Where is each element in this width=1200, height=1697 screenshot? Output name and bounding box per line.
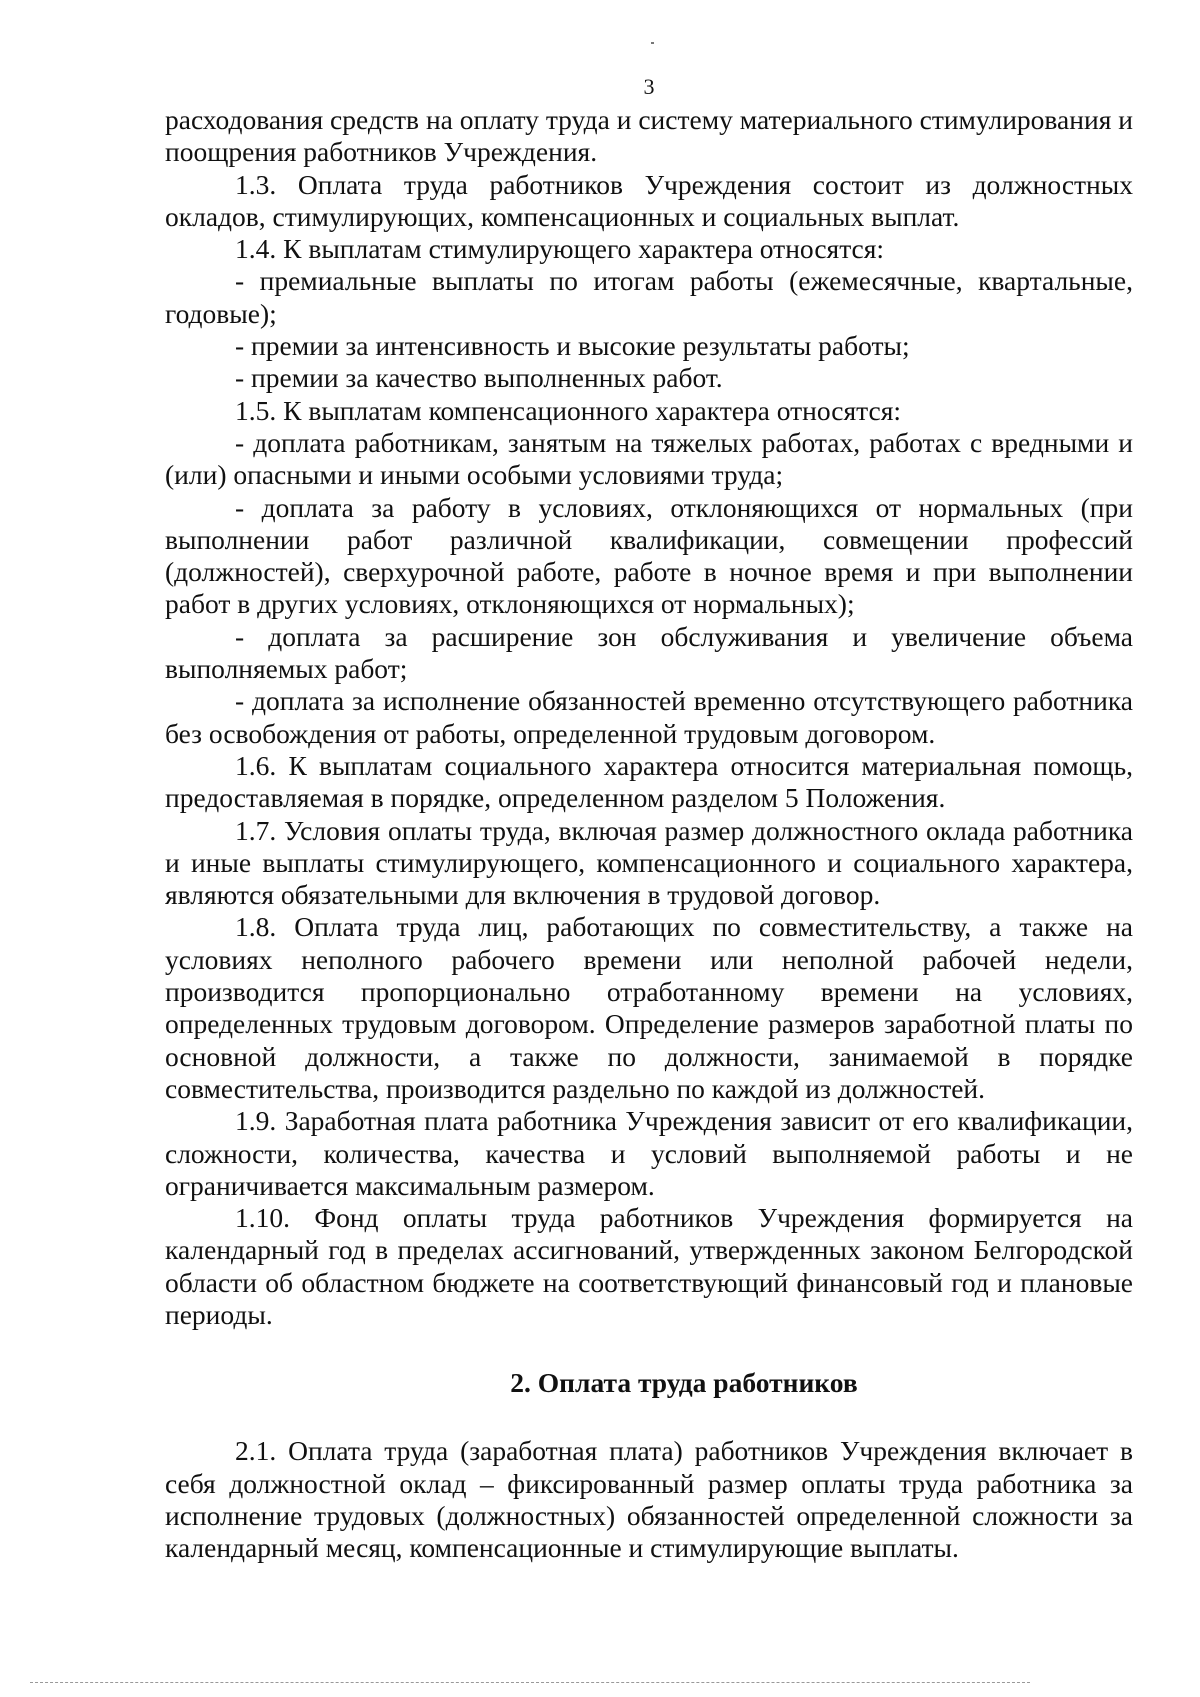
list-item-extended-service-pay: - доплата за расширение зон обслуживания и увеличение объема выполняемых работ; — [165, 620, 1133, 685]
paragraph-1-7: 1.7. Условия оплаты труда, включая размер должностного оклада работника и иные выплаты стимулирующего, компенсационного и социального характера, являются обязательными для включения в трудовой договор. — [165, 814, 1133, 911]
page-number: 3 — [643, 74, 655, 99]
section-2-heading: 2. Оплата труда работников — [510, 1367, 858, 1399]
list-item-bonus-payments: - премиальные выплаты по итогам работы (ежемесячные, квартальные, годовые); — [165, 265, 1133, 329]
list-item-substitution-pay: - доплата за исполнение обязанностей временно отсутствующего работника без освобождения от работы, определенной трудовым договором. — [165, 685, 1133, 749]
paragraph-continuation: расходования средств на оплату труда и систему материального стимулирования и поощрения работников Учреждения. — [165, 104, 1133, 168]
paragraph-1-3: 1.3. Оплата труда работников Учреждения состоит из должностных окладов, стимулирующих, компенсационных и социальных выплат. — [165, 168, 1133, 232]
section-1-text — [165, 104, 1133, 1331]
list-item-intensity-bonus: - премии за интенсивность и высокие результаты работы; — [235, 330, 910, 362]
paragraph-2-1: 2.1. Оплата труда (заработная плата) работников Учреждения включает в себя должностной оклад – фиксированный размер оплаты труда работника за исполнение трудовых (должностных) обязанностей определенной сложности за календарный месяц, компенсационные и стимулирующие выплаты. — [165, 1435, 1133, 1564]
scan-speck — [651, 42, 654, 44]
document-page — [165, 72, 1133, 1564]
scan-edge-line — [30, 1682, 1030, 1683]
paragraph-1-8: 1.8. Оплата труда лиц, работающих по совместительству, а также на условиях неполного рабочего времени или неполной рабочей недели, производится пропорционально отработанному времени на условиях, определенных трудовым договором. Определение размеров заработной платы по основной должности, а также по должности, занимаемой в порядке совместительства, производится раздельно по каждой из должностей. — [165, 911, 1133, 1104]
list-item-hazard-pay: - доплата работникам, занятым на тяжелых работах, работах с вредными и (или) опасными и иными особыми условиями труда; — [165, 426, 1133, 491]
paragraph-1-4: 1.4. К выплатам стимулирующего характера относятся: — [235, 233, 885, 265]
list-item-quality-bonus: - премии за качество выполненных работ. — [235, 362, 723, 394]
paragraph-1-5: 1.5. К выплатам компенсационного характера относятся: — [235, 394, 902, 426]
paragraph-1-10: 1.10. Фонд оплаты труда работников Учреждения формируется на календарный год в пределах ассигнований, утвержденных законом Белгородской области об областном бюджете на соответствующий финансовый год и плановые периоды. — [165, 1202, 1133, 1330]
paragraph-1-9: 1.9. Заработная плата работника Учреждения зависит от его квалификации, сложности, количества, качества и условий выполняемой работы и не ограничивается максимальным размером. — [165, 1105, 1133, 1201]
paragraph-1-6: 1.6. К выплатам социального характера относится материальная помощь, предоставляемая в порядке, определенном разделом 5 Положения. — [165, 749, 1133, 814]
list-item-abnormal-conditions-pay: - доплата за работу в условиях, отклоняющихся от нормальных (при выполнении работ различной квалификации, совмещении профессий (должностей), сверхурочной работе, работе в ночное время и при выполнении работ в других условиях, отклоняющихся от нормальных); — [165, 491, 1133, 620]
section-2-text — [165, 1435, 1133, 1564]
